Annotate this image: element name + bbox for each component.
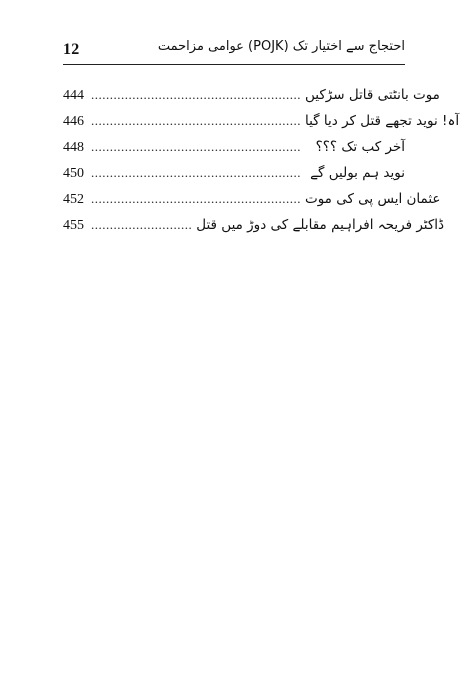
- page-number: 12: [63, 41, 80, 58]
- toc-entry-title: آہ! نوید تجھے قتل کر دیا گیا: [305, 113, 460, 129]
- toc-page-number: 448: [63, 140, 84, 155]
- toc-dot-leader: ........................................................: [91, 191, 301, 206]
- toc-page-number: 446: [63, 114, 84, 129]
- toc-entry[interactable]: [63, 104, 460, 130]
- toc-page-number: 450: [63, 166, 84, 181]
- toc-page-number: 452: [63, 192, 84, 207]
- toc-dot-leader: ........................................................: [91, 87, 301, 102]
- toc-page-number: 444: [63, 88, 84, 103]
- toc-entry-title: نوید ہم بولیں گے: [310, 165, 405, 181]
- toc-entry[interactable]: [63, 78, 440, 104]
- toc-entry-title: آخر کب تک ؟؟؟: [315, 139, 405, 155]
- page-header: [63, 38, 405, 65]
- toc-page-number: 455: [63, 218, 84, 233]
- toc-entry-title: عثمان ایس پی کی موت: [305, 191, 441, 207]
- toc-entry-title: ڈاکٹر فریحہ افراہیم مقابلے کی دوڑ میں قتل: [196, 217, 445, 233]
- toc-dot-leader: ........................................................: [91, 139, 301, 154]
- toc-entry[interactable]: [63, 208, 445, 234]
- toc-dot-leader: ...........................: [91, 217, 193, 232]
- toc-entry[interactable]: [63, 182, 441, 208]
- toc-entry[interactable]: [63, 156, 405, 182]
- table-of-contents: [63, 78, 460, 234]
- toc-entry[interactable]: [63, 130, 405, 156]
- toc-dot-leader: ........................................................: [91, 113, 301, 128]
- toc-dot-leader: ........................................................: [91, 165, 301, 180]
- running-title: احتجاج سے اختیار تک (POJK) عوامی مزاحمت: [157, 39, 405, 54]
- toc-entry-title: موت بانٹتی قاتل سڑکیں: [305, 87, 440, 103]
